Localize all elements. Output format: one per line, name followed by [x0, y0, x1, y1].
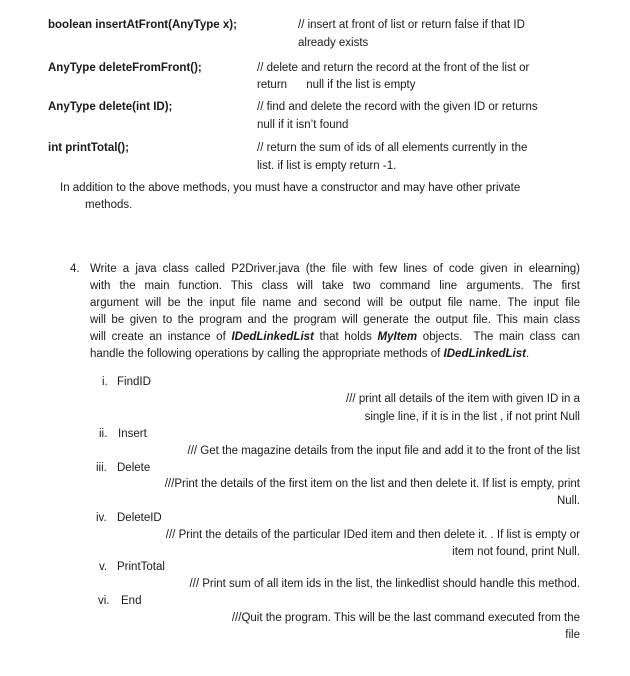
op-num-printtotal: v. [99, 561, 108, 573]
op-num-findid: i. [102, 376, 108, 388]
op-name-delete: Delete [117, 462, 151, 474]
method-signature-delete: AnyType delete(int ID); [48, 101, 173, 113]
method-desc-delete-from-front-line2: return null if the list is empty [257, 79, 416, 91]
op-desc-end-line1: ///Quit the program. This will be the last command executed from the [231, 612, 580, 624]
question-line: Write a java class called P2Driver.java (the file with few lines of code given in elearning) [90, 263, 580, 275]
class-name-idedlinkedlist: IDedLinkedList [231, 331, 314, 343]
method-signature-delete-from-front: AnyType deleteFromFront(); [48, 62, 202, 74]
op-num-delete: iii. [96, 462, 107, 474]
class-name-idedlinkedlist: IDedLinkedList [443, 348, 526, 360]
op-num-end: vi. [98, 595, 110, 607]
method-signature-print-total: int printTotal(); [48, 142, 129, 154]
question-paragraph [90, 261, 580, 363]
method-signature-insert: boolean insertAtFront(AnyType x); [48, 19, 237, 31]
op-desc-end-line2: file [565, 629, 580, 641]
op-name-deleteid: DeleteID [117, 512, 162, 524]
op-num-deleteid: iv. [96, 512, 107, 524]
question-line: with the main function. This class will take two command line arguments. The first [90, 280, 580, 292]
method-desc-delete-from-front-line1: // delete and return the record at the front of the list or [257, 62, 530, 74]
op-desc-insert-line1: /// Get the magazine details from the input file and add it to the front of the list [187, 445, 580, 457]
op-desc-printtotal-line1: /// Print sum of all item ids in the list, the linkedlist should handle this method. [189, 578, 580, 590]
method-desc-print-total-line2: list. if list is empty return -1. [257, 160, 397, 172]
method-desc-insert-line2: already exists [298, 37, 369, 49]
op-name-end: End [121, 595, 142, 607]
question-number: 4. [70, 263, 80, 275]
text-span: that holds [313, 331, 378, 343]
op-name-findid: FindID [117, 376, 151, 388]
op-desc-delete-line2: Null. [556, 495, 580, 507]
op-desc-deleteid-line2: item not found, print Null. [452, 546, 580, 558]
method-desc-print-total-line1: // return the sum of ids of all elements currently in the [257, 142, 528, 154]
op-name-printtotal: PrintTotal [117, 561, 165, 573]
op-num-insert: ii. [99, 428, 108, 440]
op-desc-findid-line2: single line, if it is in the list , if not print Null [364, 411, 580, 423]
question-line-6 [90, 346, 580, 363]
addition-line2: methods. [85, 199, 133, 211]
text-span: will create an instance of [90, 331, 232, 343]
op-desc-deleteid-line1: /// Print the details of the particular IDed item and then delete it. . If list is empty or [165, 529, 580, 541]
method-desc-insert-line1: // insert at front of list or return false if that ID [298, 19, 525, 31]
question-line: argument will be the input file name and second will be output file name. The input file [90, 297, 580, 309]
op-desc-findid-line1: /// print all details of the item with given ID in a [346, 393, 580, 405]
method-desc-delete-line2: null if it isn’t found [257, 119, 349, 131]
addition-line1: In addition to the above methods, you must have a constructor and may have other private [60, 182, 521, 194]
op-desc-delete-line1: ///Print the details of the first item on the list and then delete it. If list is empty, print [164, 478, 580, 490]
text-span: objects. The main class can [417, 331, 581, 343]
text-span: . [525, 348, 530, 360]
question-line: will be given to the program and the program will generate the output file. This main class [90, 314, 580, 326]
op-name-insert: Insert [118, 428, 147, 440]
method-desc-delete-line1: // find and delete the record with the given ID or returns [257, 101, 538, 113]
class-name-myitem: MyItem [377, 331, 418, 343]
text-span: handle the following operations by calling the appropriate methods of [90, 348, 444, 360]
question-line-5 [90, 329, 580, 346]
